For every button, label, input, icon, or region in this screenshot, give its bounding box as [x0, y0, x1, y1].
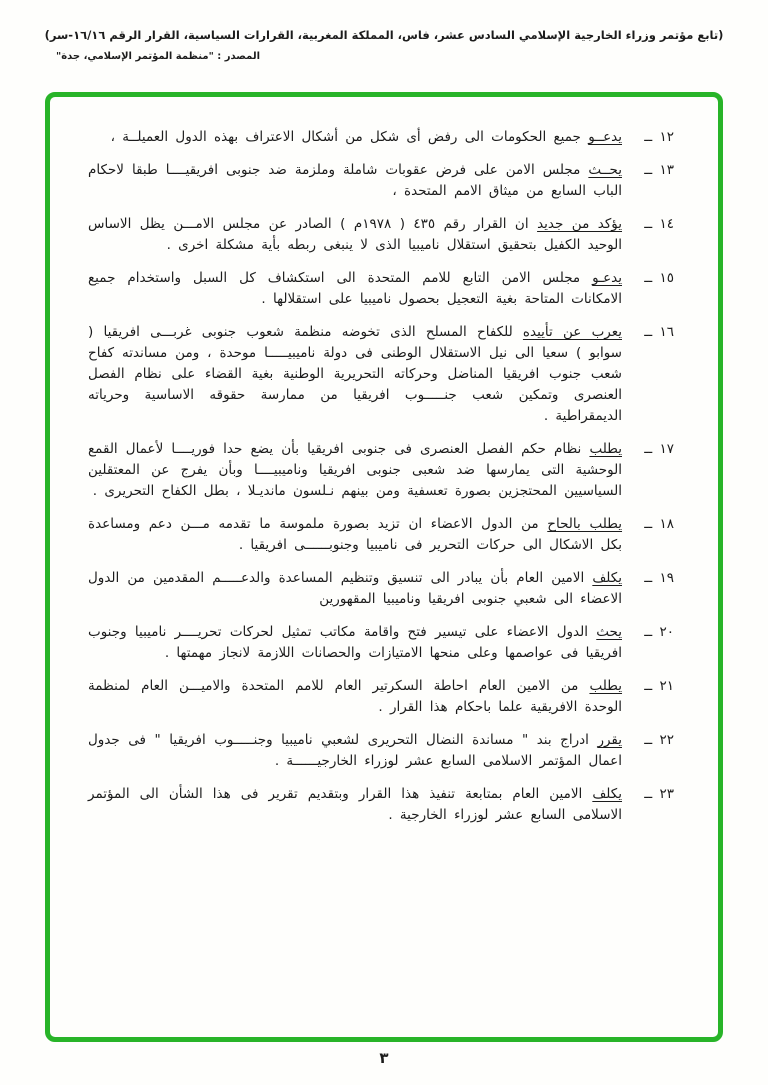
resolution-item: [88, 676, 674, 718]
item-number: ٢٠ ــ: [644, 624, 674, 640]
item-lead-word: يقرر: [597, 732, 622, 748]
item-body-text: مجلس الامن التابع للامم المتحدة الى استكشاف كل السبل واستخدام جميع الامكانات المتاحة بغية التعجيل بحصول ناميبيا على استقلالها .: [88, 270, 622, 307]
item-text: [88, 784, 622, 826]
resolution-list: [50, 97, 718, 852]
item-body-text: للكفاح المسلح الذى تخوضه منظمة شعوب جنوبى غربـــى افريقيا ( سوابو ) سعيا الى نيل الاستقلال الوطنى فى دولة ناميبيـــــا موحدة ، ومن مساندته كفاح شعب جنوب افريقيا المناضل وحركاته التحريرية الوطنية بغية القضاء على نظام الفصل العنصرى وتمكين شعب جنـــــوب افريقيا من ممارسة حقوقه الاساسية وحرياته الديمقراطية .: [88, 324, 622, 424]
item-lead-word: يكلف: [592, 570, 622, 586]
item-text: [88, 214, 622, 256]
resolution-item: [88, 622, 674, 664]
page-number: ٣: [379, 1049, 389, 1067]
document-header: (تابع مؤتمر وزراء الخارجية الإسلامي السادس عشر، فاس، المملكة المغربية، القرارات السياسية، القرار الرقم ١٦/١٦-سر): [44, 28, 724, 42]
item-lead-word: يطلب بالحاح: [547, 516, 623, 532]
item-body-text: الامين العام بمتابعة تنفيذ هذا القرار وبتقديم تقرير فى هذا الشأن الى المؤتمر الاسلامى السابع عشر لوزراء الخارجية .: [88, 786, 622, 823]
source-line: المصدر : "منظمة المؤتمر الإسلامي، جدة": [56, 51, 261, 62]
resolution-item: [88, 214, 674, 256]
resolution-item: [88, 268, 674, 310]
resolution-item: [88, 322, 674, 427]
item-lead-word: يطلب: [589, 678, 623, 694]
content-frame: [45, 92, 723, 1042]
item-body-text: الامين العام بأن يبادر الى تنسيق وتنظيم المساعدة والدعـــــم المقدمين من الدول الاعضاء الى شعبي جنوبى افريقيا وناميبيا المقهورين: [88, 570, 622, 607]
item-body-text: من الامين العام احاطة السكرتير العام للامم المتحدة والاميـــن العام لمنظمة الوحدة الافريقية علما باحكام هذا القرار .: [88, 678, 622, 715]
item-number: ١٤ ــ: [644, 216, 674, 232]
item-body-text: نظام حكم الفصل العنصرى فى جنوبى افريقيا بأن يضع حدا فوريــــا لأعمال القمع الوحشية التى يمارسها ضد شعبى جنوبى افريقيا وناميبيــــا وبأن يفرج عن المعتقلين السياسيين المحتجزين بصورة تعسفية ومن بينهم نـلسون مانديـلا ، بطل الكفاح التحريرى .: [88, 441, 622, 499]
item-text: [88, 127, 622, 148]
item-body-text: ان القرار رقم ٤٣٥ ( ١٩٧٨م ) الصادر عن مجلس الامـــن يظل الاساس الوحيد الكفيل بتحقيق استقلال ناميبيا الذى لا ينبغى ربطه بأية مشكلة اخرى .: [88, 216, 622, 253]
resolution-item: [88, 439, 674, 502]
resolution-item: [88, 514, 674, 556]
item-number: ٢٢ ــ: [644, 732, 674, 748]
item-number: ١٥ ــ: [644, 270, 674, 286]
item-number: ١٩ ــ: [644, 570, 674, 586]
item-lead-word: يطلب: [589, 441, 622, 457]
item-lead-word: يدعــو: [588, 129, 622, 145]
item-body-text: جميع الحكومات الى رفض أى شكل من أشكال الاعتراف بهذه الدول العميلــة ،: [110, 129, 581, 145]
item-body-text: من الدول الاعضاء ان تزيد بصورة ملموسة ما تقدمه مـــن دعم ومساعدة بكل الاشكال الى حركات التحرير فى ناميبيا وجنوبــــــى افريقيا .: [88, 516, 622, 553]
item-body-text: مجلس الامن على فرض عقوبات شاملة وملزمة ضد جنوبى افريقيــــا طبقا لاحكام الباب السابع من ميثاق الامم المتحدة ،: [88, 162, 622, 199]
item-number: ١٢ ــ: [644, 129, 674, 145]
item-number: ٢٣ ــ: [644, 786, 674, 802]
resolution-item: [88, 568, 674, 610]
resolution-item: [88, 784, 674, 826]
item-number: ١٣ ــ: [644, 162, 674, 178]
item-text: [88, 622, 622, 664]
item-text: [88, 730, 622, 772]
item-text: [88, 439, 622, 502]
item-lead-word: يدعـو: [592, 270, 622, 286]
item-lead-word: يؤكد من جديد: [537, 216, 622, 232]
item-number: ١٨ ــ: [644, 516, 674, 532]
item-body-text: الدول الاعضاء على تيسير فتح واقامة مكاتب تمثيل لحركات تحريــــر ناميبيا وجنوب افريقيا فى عواصمها وعلى منحها الامتيازات والحصانات اللازمة لانجاز مهمتها .: [88, 624, 622, 661]
item-text: [88, 568, 622, 610]
item-lead-word: يكلف: [592, 786, 622, 802]
resolution-item: [88, 730, 674, 772]
item-lead-word: يحــث: [588, 162, 622, 178]
item-number: ١٦ ــ: [644, 324, 674, 340]
item-text: [88, 322, 622, 427]
item-text: [88, 268, 622, 310]
item-body-text: ادراج بند " مساندة النضال التحريرى لشعبي ناميبيا وجنـــــوب افريقيا " فى جدول اعمال المؤتمر الاسلامى السابع عشر لوزراء الخارجيــــــة .: [88, 732, 622, 769]
item-text: [88, 160, 622, 202]
item-text: [88, 514, 622, 556]
item-lead-word: يحث: [596, 624, 622, 640]
resolution-item: [88, 127, 674, 148]
item-number: ١٧ ــ: [644, 441, 674, 457]
item-text: [88, 676, 622, 718]
item-lead-word: يعرب عن تأييده: [522, 324, 622, 340]
item-number: ٢١ ــ: [644, 678, 674, 694]
resolution-item: [88, 160, 674, 202]
